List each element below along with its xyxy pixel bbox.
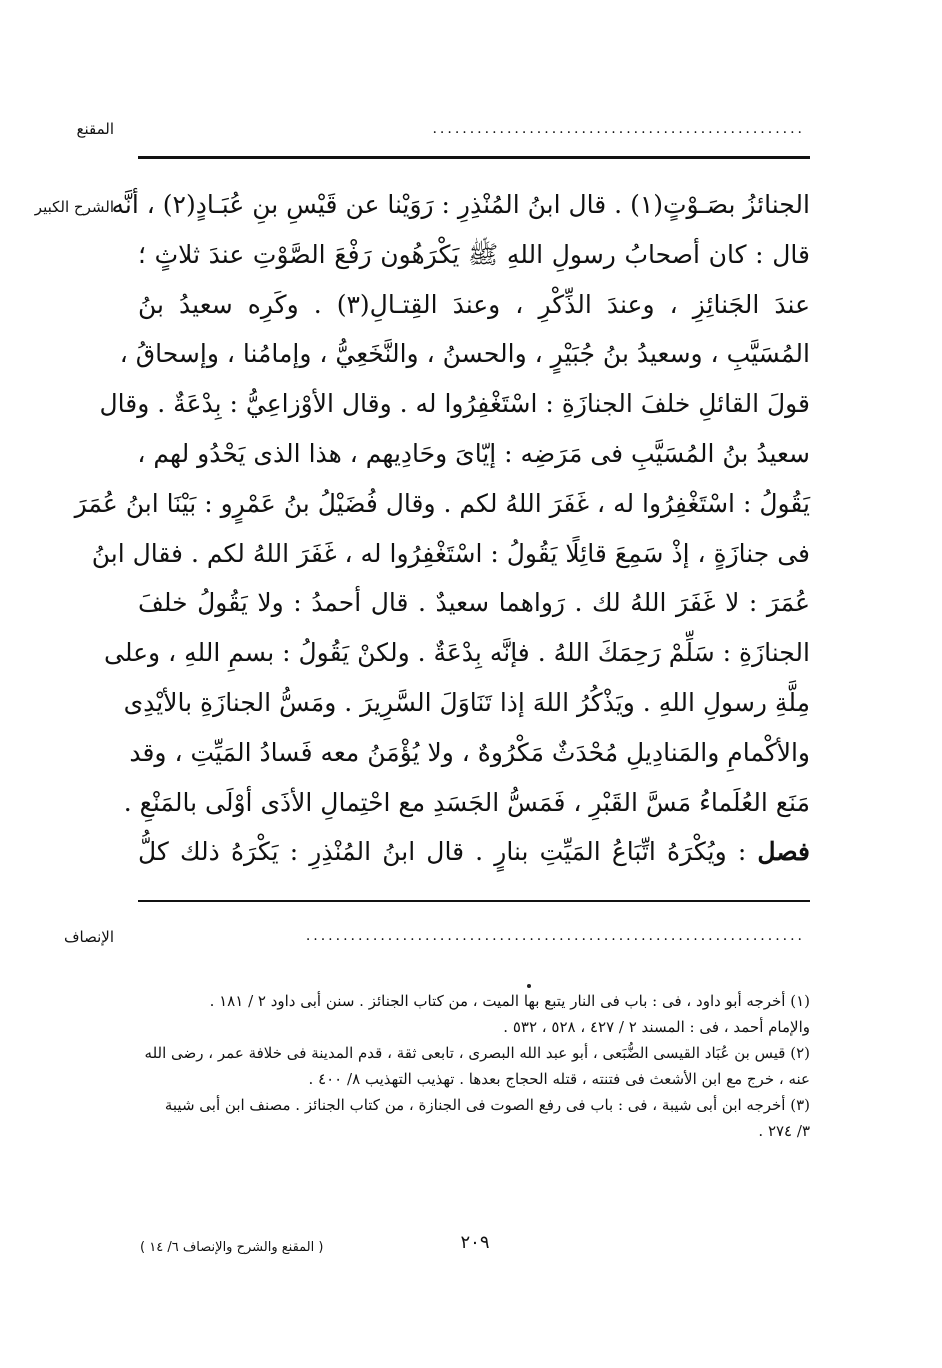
footnote-line: عنه ، خرج مع ابن الأشعث فى فتنته ، قتله الحجاج بعدها . تهذيب التهذيب ٨/ ٤٠٠ . — [308, 1070, 810, 1088]
insaf-rule — [138, 900, 810, 902]
text-line: مَنَع العُلَماءُ مَسَّ القَبْرِ ، فَمَسُّ الجَسَدِ مع احْتِمالِ الأذَى أوْلَى بالمَنْعِ . — [123, 787, 810, 817]
text-line: والأكْمامِ والمَنادِيلِ مُحْدَثٌ مَكْرُوهٌ ، ولا يُؤْمَنُ معه فَسادُ المَيِّتِ ، وقد — [129, 737, 810, 767]
text-line: مِلَّةِ رسولِ اللهِ . ويَذْكُرُ اللهَ إذا تَنَاوَلَ السَّرِيرَ . ومَسُّ الجنازَةِ بالأيْدِى — [123, 687, 810, 717]
text-line: سعيدُ بنُ المُسَيَّبِ فى مَرَضِه : إيّاىَ وحَادِيهم ، هذا الذى يَحْدُو لهم ، — [137, 438, 810, 468]
text-line: المُسَيَّبِ ، وسعيدُ بنُ جُبَيْرٍ ، والحسنُ ، والنَّخَعِيُّ ، وإمامُنا ، وإسحاقُ ، — [119, 339, 810, 369]
top-dotted-separator: .................................................. — [432, 121, 805, 137]
footnote-line: والإمام أحمد ، فى : المسند ٢ / ٤٢٧ ، ٥٢٨ ، ٥٣٢ . — [503, 1018, 810, 1036]
footnote-line: ٣/ ٢٧٤ . — [758, 1122, 810, 1140]
sharh-section-label: الشرح الكبير — [34, 198, 114, 216]
footnote-line: (١) أخرجه أبو داود ، فى : باب فى النار يتبع بها الميت ، من كتاب الجنائز . سنن أبى داود ٢ / ١٨١ . — [209, 992, 810, 1010]
bottom-dotted-separator: ................................................................... — [305, 928, 805, 944]
insaf-section-label: الإنصاف — [63, 928, 114, 946]
text-line: عندَ الجَنائِزِ ، وعندَ الذِّكْرِ ، وعندَ القِتـالِ(٣) . وكَرِه سعيدُ بنُ — [138, 289, 810, 319]
footnotes-block — [138, 988, 810, 1144]
header-rule — [138, 156, 810, 159]
text-line: الجنائزُ بصَـوْتٍ(١) . قال ابنُ المُنْذِرِ : رَوَيْنا عن قَيْسِ بنِ عُبَـادٍ(٢) ، أنَّه — [111, 190, 810, 219]
volume-reference: ( المقنع والشرح والإنصاف ٦/ ١٤ ) — [140, 1240, 324, 1255]
footnote-line: (٢) قيس بن عُبَاد القيسى الضُّبَعى ، أبو عبد الله البصرى ، تابعى ثقة ، قدم المدينة فى خلافة عمر ، رضى الله — [144, 1044, 810, 1062]
fasl-heading: فصل — [757, 837, 810, 867]
footnote-line: (٣) أخرجه ابن أبى شيبة ، فى : باب فى رفع الصوت فى الجنازة ، من كتاب الجنائز . مصنف ابن أبى شيبة — [164, 1096, 810, 1114]
text-line: قال : كان أصحابُ رسولِ اللهِ ﷺ يَكْرَهُون رَفْعَ الصَّوْتِ عندَ ثلاثٍ ؛ — [138, 239, 810, 269]
text-line: الجنازَةِ : سَلِّمْ رَحِمَكَ اللهُ . فإنَّه بِدْعَةٌ . ولكنْ يَقُولُ : بسمِ اللهِ ، وعلى — [104, 638, 810, 668]
text-line: يَقُولُ : اسْتَغْفِرُوا له ، غَفَرَ اللهُ لكم . وقال فُضَيْلُ بنُ عَمْرٍو : بَيْنَا ابنُ عُمَرَ — [74, 488, 810, 518]
running-head: المقنع — [76, 120, 114, 138]
text-line: فى جنازَةٍ ، إذْ سَمِعَ قائِلًا يَقُولُ : اسْتَغْفِرُوا له ، غَفَرَ اللهُ لكم . فقال ابنُ — [91, 538, 810, 568]
fasl-line — [138, 827, 810, 877]
fasl-text: : ويُكْرَهُ اتِّبَاعُ المَيِّتِ بنارٍ . قال ابنُ المُنْذِرِ : يَكْرَهُ ذلك كلُّ — [138, 837, 747, 867]
text-line: عُمَرَ : لا غَفَرَ اللهُ لك . رَواهما سعيدٌ . قال أحمدُ : ولا يَقُولُ خلفَ — [138, 588, 810, 618]
text-line: قولَ القائلِ خلفَ الجنازَةِ : اسْتَغْفِرُوا له . وقال الأوْزاعِيُّ : بِدْعَةٌ . وقال — [99, 389, 810, 419]
page-number: ٢٠٩ — [460, 1232, 490, 1253]
